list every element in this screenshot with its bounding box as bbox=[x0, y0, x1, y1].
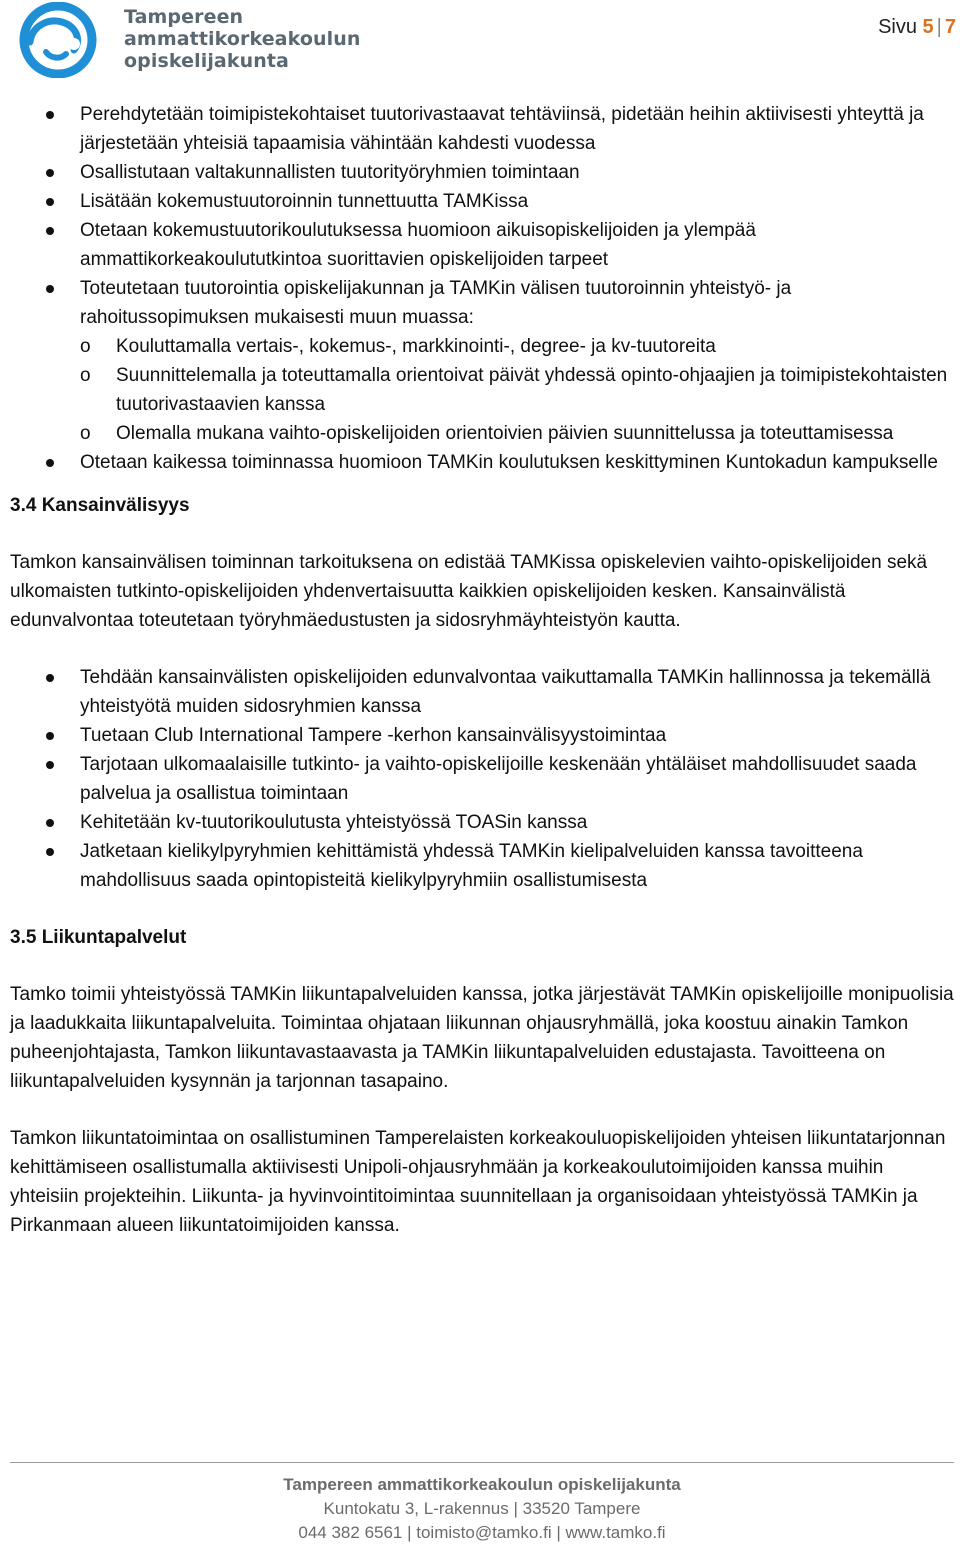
page-label: Sivu bbox=[878, 16, 917, 38]
page-number bbox=[878, 16, 956, 39]
document-body bbox=[10, 100, 956, 1240]
bullet-icon bbox=[46, 848, 54, 856]
sub-bullet-icon: o bbox=[80, 423, 91, 444]
bullet-icon bbox=[46, 459, 54, 467]
list-item: Tuetaan Club International Tampere -kerhon kansainvälisyystoimintaa bbox=[10, 721, 956, 750]
page-header bbox=[0, 0, 960, 80]
sub-list-item: o Kouluttamalla vertais-, kokemus-, markkinointi-, degree- ja kv-tuutoreita bbox=[80, 332, 956, 361]
list-item: Osallistutaan valtakunnallisten tuutorityöryhmien toimintaan bbox=[10, 158, 956, 187]
section-paragraph: Tamkon liikuntatoimintaa on osallistuminen Tamperelaisten korkeakouluopiskelijoiden yhteisen liikuntatarjonnan kehittämiseen osallistumalla aktiivisesti Unipoli-ohjausryhmään ja korkeakoulutoimijoiden kanssa muihin yhteisiin projekteihin. Liikunta- ja hyvinvointitoimintaa suunnitellaan ja organisoidaan yhteistyössä TAMKin ja Pirkanmaan alueen liikuntatoimijoiden kanssa. bbox=[10, 1128, 946, 1236]
bullet-icon bbox=[46, 285, 54, 293]
logo-line-3: opiskelijakunta bbox=[124, 50, 289, 72]
logo-line-2: ammattikorkeakoulun bbox=[124, 28, 361, 50]
page-total: 7 bbox=[944, 16, 956, 38]
list-item: Otetaan kaikessa toiminnassa huomioon TAMKin koulutuksen keskittyminen Kuntokadun kampukselle bbox=[10, 448, 956, 477]
section-paragraph: Tamko toimii yhteistyössä TAMKin liikuntapalveluiden kanssa, jotka järjestävät TAMKin opiskelijoille monipuolisia ja laadukkaita liikuntapalveluita. Toimintaa ohjataan liikunnan ohjausryhmällä, joka koostuu ainakin Tamkon puheenjohtajasta, Tamkon liikuntavastaavasta ja TAMKin liikuntapalveluiden edustajasta. Tavoitteena on liikuntapalveluiden kysynnän ja tarjonnan tasapaino. bbox=[10, 984, 954, 1092]
bullet-icon bbox=[46, 732, 54, 740]
page-footer bbox=[10, 1462, 954, 1545]
bullet-icon bbox=[46, 761, 54, 769]
logo-line-1: Tampereen bbox=[124, 6, 244, 28]
bullet-icon bbox=[46, 198, 54, 206]
list-item: Jatketaan kielikylpyryhmien kehittämistä yhdessä TAMKin kielipalveluiden kanssa tavoitteena mahdollisuus saada opintopisteitä kielikylpyryhmiin osallistumisesta bbox=[10, 837, 956, 895]
bullet-icon bbox=[46, 674, 54, 682]
footer-org: Tampereen ammattikorkeakoulun opiskelijakunta bbox=[283, 1475, 681, 1494]
logo-wordmark bbox=[124, 6, 360, 72]
list-item: Perehdytetään toimipistekohtaiset tuutorivastaavat tehtäviinsä, pidetään heihin aktiivisesti yhteyttä ja järjestetään yhteisiä tapaamisia vähintään kahdesti vuodessa bbox=[10, 100, 956, 158]
sub-list-item: o Olemalla mukana vaihto-opiskelijoiden orientoivien päivien suunnittelussa ja toteuttamisessa bbox=[80, 419, 956, 448]
bullet-icon bbox=[46, 169, 54, 177]
footer-divider bbox=[10, 1462, 954, 1463]
tutoring-list bbox=[10, 100, 956, 477]
list-item: Otetaan kokemustuutorikoulutuksessa huomioon aikuisopiskelijoiden ja ylempää ammattikorkeakoulututkintoa suorittavien opiskelijoiden tarpeet bbox=[10, 216, 956, 274]
tamko-logo-icon bbox=[2, 2, 116, 78]
bullet-icon bbox=[46, 819, 54, 827]
sub-list bbox=[80, 332, 956, 448]
list-item: Kehitetään kv-tuutorikoulutusta yhteistyössä TOASin kanssa bbox=[10, 808, 956, 837]
bullet-icon bbox=[46, 111, 54, 119]
sub-bullet-icon: o bbox=[80, 336, 91, 357]
list-item: Lisätään kokemustuutoroinnin tunnettuutta TAMKissa bbox=[10, 187, 956, 216]
international-list bbox=[10, 663, 956, 895]
sub-bullet-icon: o bbox=[80, 365, 91, 386]
page-separator: | bbox=[936, 16, 942, 38]
bullet-icon bbox=[46, 227, 54, 235]
footer-contact: 044 382 6561 | toimisto@tamko.fi | www.tamko.fi bbox=[298, 1523, 666, 1542]
list-item: Tehdään kansainvälisten opiskelijoiden edunvalvontaa vaikuttamalla TAMKin hallinnossa ja tekemällä yhteistyötä muiden sidosryhmien kanssa bbox=[10, 663, 956, 721]
section-paragraph: Tamkon kansainvälisen toiminnan tarkoituksena on edistää TAMKissa opiskelevien vaihto-opiskelijoiden sekä ulkomaisten tutkinto-opiskelijoiden yhdenvertaisuutta kaikkien opiskelijoiden kesken. Kansainvälistä edunvalvontaa toteutetaan työryhmäedustusten ja sidosryhmäyhteistyön kautta. bbox=[10, 552, 928, 631]
section-heading-3-4: 3.4 Kansainvälisyys bbox=[10, 495, 190, 516]
page-current: 5 bbox=[922, 16, 934, 38]
list-item: Tarjotaan ulkomaalaisille tutkinto- ja vaihto-opiskelijoille keskenään yhtäläiset mahdollisuudet saada palvelua ja osallistua toimintaan bbox=[10, 750, 956, 808]
sub-list-item: o Suunnittelemalla ja toteuttamalla orientoivat päivät yhdessä opinto-ohjaajien ja toimipistekohtaisten tuutorivastaavien kanssa bbox=[80, 361, 956, 419]
footer-address: Kuntokatu 3, L-rakennus | 33520 Tampere bbox=[323, 1499, 641, 1518]
list-item: Toteutetaan tuutorointia opiskelijakunnan ja TAMKin välisen tuutoroinnin yhteistyö- ja rahoitussopimuksen mukaisesti muun muassa: o Kouluttamalla vertais-, kokemus-, markkinointi-, degree- ja kv-tuutoreita o Suunnittelemalla ja toteuttamalla orientoivat päivät yhdessä opinto-ohjaajien ja toimipistekohtaisten tuutorivastaavien kanssa o Olemalla mukana vaihto-opiskelijoiden orientoivien päivien suunnittelussa ja toteuttamisessa bbox=[10, 274, 956, 448]
section-heading-3-5: 3.5 Liikuntapalvelut bbox=[10, 927, 187, 948]
